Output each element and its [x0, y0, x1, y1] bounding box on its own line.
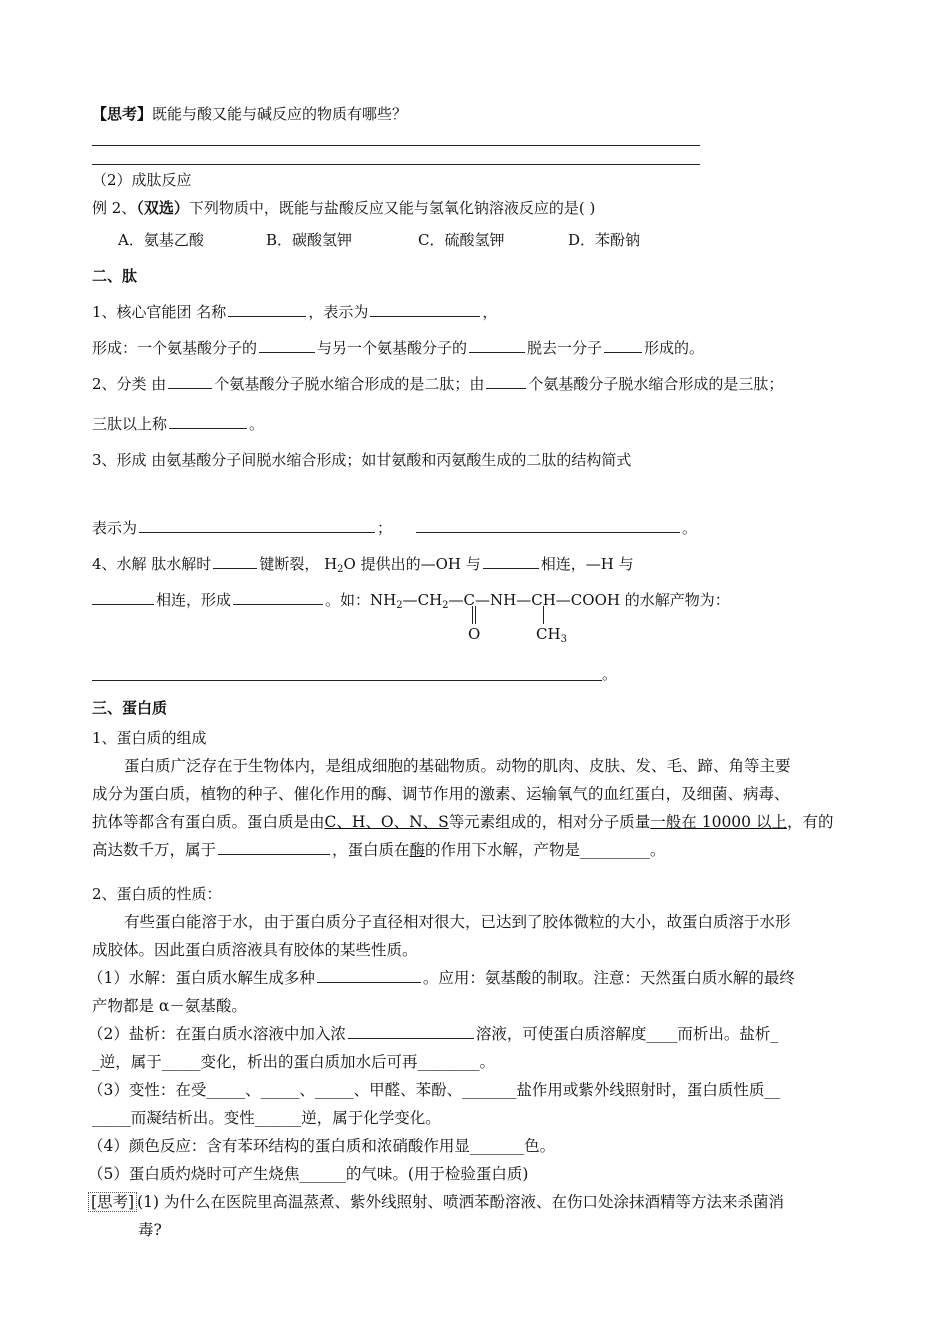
properties-para-l1: 有些蛋白能溶于水，由于蛋白质分子直径相对很大，已达到了胶体微粒的大小，故蛋白质溶于水形	[124, 913, 791, 931]
blank	[370, 302, 480, 317]
peptide-line-3	[92, 374, 783, 394]
blank	[483, 554, 539, 569]
peptide-reaction-heading: （2）成肽反应	[92, 171, 192, 189]
denaturation-line: （3）变性：在受_____、_____、_____、甲醛、苯酚、_______盐作用或紫外线照射时，蛋白质性质__	[88, 1081, 780, 1099]
peptide-line-8	[92, 590, 730, 616]
blank	[416, 518, 680, 533]
denaturation-line-2: _____而凝结析出。变性______逆，属于化学变化。	[92, 1109, 441, 1127]
option-d: D．苯酚钠	[568, 231, 641, 249]
l7c: O 提供出的—OH 与	[343, 555, 481, 573]
p1l3b: 等元素组成的，相对分子质量	[448, 813, 651, 831]
think-question-2-cont: 毒?	[138, 1221, 162, 1239]
peptide-line-5: 3、形成 由氨基酸分子间脱水缩合形成；如甘氨酸和丙氨酸生成的二肽的结构简式	[92, 451, 632, 469]
p1l3c: ，有的	[786, 813, 834, 831]
l2a: 形成：一个氨基酸分子的	[92, 339, 258, 357]
q1b: 。应用：氨基酸的制取。注意：天然蛋白质水解的最终	[422, 969, 795, 987]
think-question-2	[88, 1192, 784, 1212]
l2d: 形成的。	[644, 339, 705, 357]
color-reaction-line: （4）颜色反应：含有苯环结构的蛋白质和浓硝酸作用显_______色。	[88, 1137, 556, 1155]
blank	[233, 590, 323, 605]
p1l3a: 抗体等都含有蛋白质。蛋白质是由	[92, 813, 325, 831]
double-bond-right	[475, 606, 477, 624]
properties-para-l2: 成胶体。因此蛋白质溶液具有胶体的某些性质。	[92, 941, 418, 959]
option-a: A．氨基乙酸	[118, 231, 204, 249]
l1a: 1、核心官能团 名称	[92, 303, 227, 321]
protein-composition-heading: 1、蛋白质的组成	[92, 729, 207, 747]
salting-out-line-2: _逆，属于_____变化，析出的蛋白质加水后可再________。	[92, 1053, 496, 1071]
mass-underlined: 一般在 10000 以上	[650, 813, 787, 831]
blank	[317, 968, 421, 983]
p1l4d: _________。	[580, 841, 666, 859]
composition-para-l3	[92, 812, 833, 832]
l7a: 4、水解 肽水解时	[92, 555, 212, 573]
p1l4a: 高达数千万，属于	[92, 841, 217, 859]
think-text: 既能与酸又能与碱反应的物质有哪些？	[152, 105, 408, 123]
sub-2: 2	[337, 564, 344, 575]
blank	[218, 840, 330, 855]
l1b: ，表示为	[308, 303, 369, 321]
example-2	[92, 198, 595, 218]
l3c: 个氨基酸分子脱水缩合形成的是三肽；	[528, 375, 784, 393]
p1l4c: 的作用下水解，产物是	[425, 841, 581, 859]
sub-3: 3	[560, 634, 567, 645]
blank	[92, 590, 154, 605]
composition-para-l4	[92, 840, 665, 860]
p1l4b: ，蛋白质在	[332, 841, 410, 859]
peptide-line-2	[92, 338, 704, 358]
peptide-line-1	[92, 302, 497, 322]
answer-line-3	[92, 680, 602, 681]
peptide-line-7	[92, 554, 634, 580]
peptide-line-4	[92, 414, 264, 434]
blank	[139, 518, 375, 533]
option-b: B．碳酸氢钾	[266, 231, 353, 249]
l6a: 表示为	[92, 519, 138, 537]
sub-2: 2	[396, 600, 403, 611]
blank	[486, 374, 526, 389]
l4b: 。	[249, 415, 265, 433]
l8d: —C—NH—CH—COOH 的水解产物为：	[448, 591, 730, 609]
blank	[348, 1024, 474, 1039]
blank	[259, 338, 315, 353]
l6b: ；	[377, 519, 393, 537]
sub-2: 2	[442, 600, 449, 611]
l8b: 。如：NH	[325, 591, 397, 609]
elements-underlined: C、H、O、N、S	[324, 813, 449, 831]
salting-out-line	[88, 1024, 778, 1044]
l6c: 。	[682, 519, 698, 537]
double-bond-left	[472, 606, 474, 624]
l8c: —CH	[402, 591, 443, 609]
example-prefix: 例 2、	[92, 199, 137, 217]
think-label: 【思考】	[92, 105, 153, 123]
answer-line-2	[92, 164, 700, 165]
l7d: 相连，—H 与	[540, 555, 634, 573]
oxygen-label: O	[468, 625, 481, 643]
think-question-1	[92, 104, 407, 124]
l1c: ，	[482, 303, 498, 321]
example-text: 下列物质中，既能与盐酸反应又能与氢氧化钠溶液反应的是( )	[188, 199, 596, 217]
ch-label: CH	[536, 625, 561, 643]
q2a: （2）盐析：在蛋白质水溶液中加入浓	[88, 1025, 346, 1043]
composition-para-l2: 成分为蛋白质，植物的种子、催化作用的酶、调节作用的激素、运输氧气的血红蛋白，及细菌、病毒、	[92, 785, 790, 803]
l3b: 个氨基酸分子脱水缩合形成的是二肽；由	[214, 375, 485, 393]
example-tag: （双选）	[136, 199, 189, 217]
think-label-2: [思考]	[88, 1192, 137, 1212]
think-text-2: (1) 为什么在医院里高温蒸煮、紫外线照射、喷洒苯酚溶液、在伤口处涂抹酒精等方法来杀菌消	[137, 1193, 784, 1211]
q2b: 溶液，可使蛋白质溶解度____而析出。盐析_	[475, 1025, 779, 1043]
methyl-label	[536, 624, 567, 650]
enzyme-underlined: 酶	[409, 841, 426, 859]
blank	[604, 338, 642, 353]
blank	[469, 338, 525, 353]
l4a: 三肽以上称	[92, 415, 168, 433]
composition-para-l1: 蛋白质广泛存在于生物体内，是组成细胞的基础物质。动物的肌肉、皮肤、发、毛、蹄、角等主要	[124, 757, 791, 775]
blank	[169, 414, 247, 429]
protein-properties-heading: 2、蛋白质的性质：	[92, 885, 222, 903]
l2b: 与另一个氨基酸分子的	[317, 339, 468, 357]
period: 。	[602, 665, 618, 683]
q1a: （1）水解：蛋白质水解生成多种	[88, 969, 315, 987]
l2c: 脱去一分子	[527, 339, 603, 357]
single-bond	[543, 606, 545, 624]
hydrolysis-line-2: 产物都是 α－氨基酸。	[92, 997, 247, 1015]
answer-line-1	[92, 145, 700, 146]
l3a: 2、分类 由	[92, 375, 167, 393]
l7b: 键断裂， H	[259, 555, 338, 573]
burning-line: （5）蛋白质灼烧时可产生烧焦______的气味。(用于检验蛋白质)	[88, 1165, 529, 1183]
blank	[213, 554, 257, 569]
peptide-line-6	[92, 518, 697, 538]
blank	[168, 374, 212, 389]
l8a: 相连，形成	[156, 591, 232, 609]
section-2-title: 二、肽	[92, 267, 138, 285]
hydrolysis-line	[88, 968, 795, 988]
option-c: C．硫酸氢钾	[418, 231, 505, 249]
blank	[228, 302, 306, 317]
section-3-title: 三、蛋白质	[92, 699, 168, 717]
